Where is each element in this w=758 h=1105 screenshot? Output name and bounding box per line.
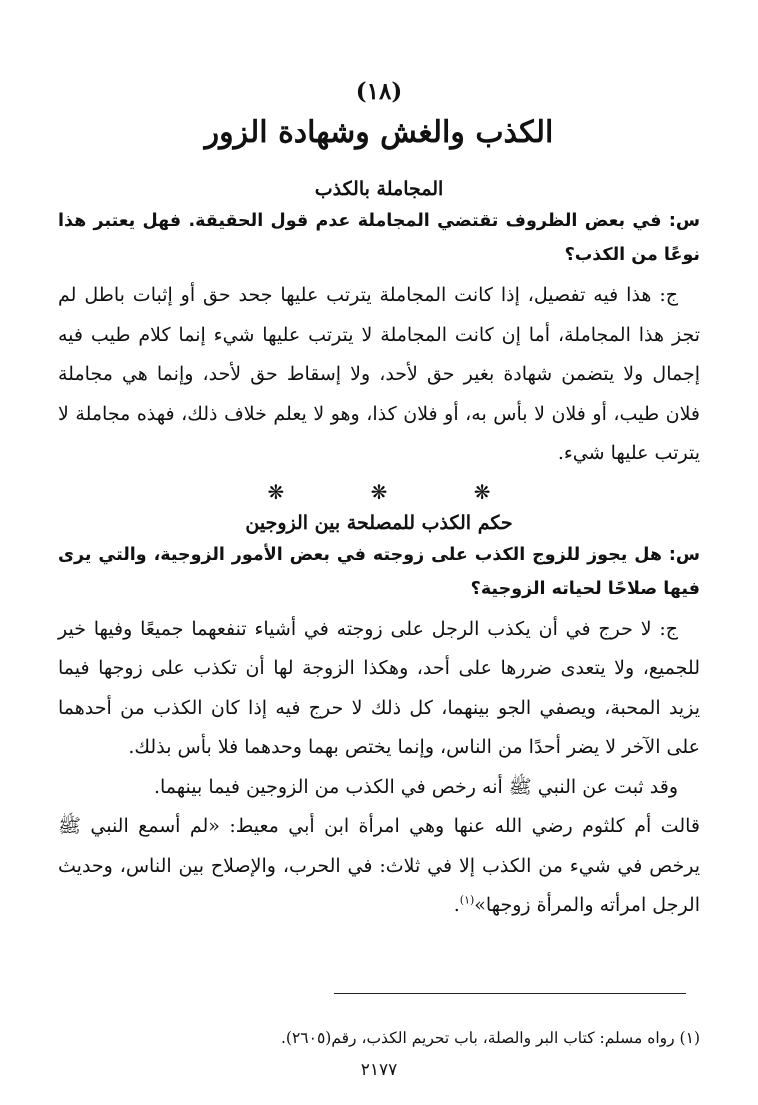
- section-heading-spouses: حكم الكذب للمصلحة بين الزوجين: [245, 511, 513, 534]
- section-separator: ❋ ❋ ❋: [267, 479, 531, 504]
- footnote-reference: (١): [459, 893, 475, 907]
- chapter-number: (١٨): [355, 78, 403, 105]
- answer-spouses: ج: لا حرج في أن يكذب الرجل على زوجته في أشياء تنفعهما جميعًا وفيها خير للجميع، ولا يتعدى ضررها على أحد، وهكذا الزوجة لها أن تكذب على زوجها فيما يزيد المحبة، ويصفي الجو بينهما، كل ذلك لا حرج فيه إذا كان الكذب من أحدهما على الآخر لا يضر أحدًا من الناس، وإنما يختص بهما وحدهما فلا بأس بذلك.: [58, 617, 700, 758]
- footnote-divider: [334, 993, 686, 994]
- question-spouses: س: هل يجوز للزوج الكذب على زوجته في بعض الأمور الزوجية، والتي يرى فيها صلاحًا لحياته الزوجية؟: [58, 544, 700, 599]
- section-heading-flattery: المجاملة بالكذب: [314, 178, 444, 200]
- question-flattery: س: في بعض الظروف تقتضي المجاملة عدم قول الحقيقة. فهل يعتبر هذا نوعًا من الكذب؟: [58, 211, 700, 265]
- hadith-end: .: [453, 894, 460, 916]
- answer-spouses-hadith-intro: وقد ثبت عن النبي ﷺ أنه رخص في الكذب من الزوجين فيما بينهما.: [153, 775, 678, 798]
- page-number: ٢١٧٧: [360, 1060, 398, 1080]
- hadith-text: قالت أم كلثوم رضي الله عنها وهي امرأة ابن أبي معيط: «لم أسمع النبي ﷺ يرخص في شيء من الكذب إلا في ثلاث: في الحرب، والإصلاح بين الناس، وحديث الرجل امرأته والمرأة زوجها»: [58, 815, 700, 916]
- chapter-title: الكذب والغش وشهادة الزور: [204, 115, 554, 150]
- footnote: (١) رواه مسلم: كتاب البر والصلة، باب تحريم الكذب، رقم(٢٦٠٥).: [280, 1029, 700, 1047]
- answer-spouses-hadith: [58, 807, 700, 926]
- answer-flattery: ج: هذا فيه تفصيل، إذا كانت المجاملة يترتب عليها جحد حق أو إثبات باطل لم تجز هذا المجاملة، أما إن كانت المجاملة لا يترتب عليها شيء إنما كلام طيب فيه إجمال ولا يتضمن شهادة بغير حق لأحد، ولا إسقاط حق لأحد، وإنما هي مجاملة فلان طيب، أو فلان لا بأس به، أو فلان كذا، وهو لا يعلم خلاف ذلك، فهذه مجاملة لا يترتب عليها شيء.: [58, 284, 700, 464]
